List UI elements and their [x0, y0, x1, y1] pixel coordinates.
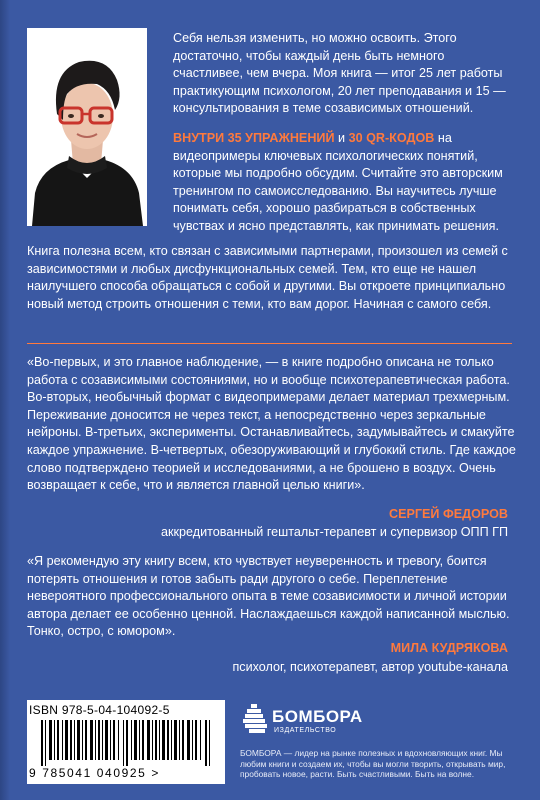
- qr-codes-highlight: 30 QR-КОДОВ: [348, 130, 435, 145]
- barcode-digits: 9 785041 040925 >: [29, 766, 160, 780]
- intro-paragraph-2: [173, 130, 517, 236]
- barcode-icon: [41, 720, 213, 766]
- review-quote-2: «Я рекомендую эту книгу всем, кто чувствует неуверенность и тревогу, боится потерять отношения и готов забыть ради другого о себе. Переплетение невероятного профессионального опыта в теме созависимости и личной истории автора делает ее особенно ценной. Наслаждаешься каждой написанной мыслью. Тонко, остро, с юмором».: [27, 554, 510, 639]
- bombora-logo-icon: [243, 704, 269, 736]
- intro-text: [173, 30, 517, 248]
- isbn-label: ISBN 978-5-04-104092-5: [29, 703, 170, 717]
- review-quote-1: «Во-первых, и это главное наблюдение, — в книге подробно описана не только работа с созависимыми состояниями, но и вообще психотерапевтическая работа. Во-вторых, необычный формат с видеопримерами делает материал трехмерным. Переживание доносится не через текст, а непосредственно через зеркальные нейроны. В-третьих, эксперименты. Останавливайтесь, задумывайтесь и смакуйте каждое упражнение. В-четвертых, обезоруживающий и глубокий стиль. Где каждое слово подтверждено теорией и исследованиями, а не брошено в воздух. Очень возвращает к себе, что и является главной целью книги».: [27, 355, 516, 493]
- publisher-subtitle: ИЗДАТЕЛЬСТВО: [274, 727, 337, 734]
- review-author-1: СЕРГЕЙ ФЕДОРОВ: [388, 507, 508, 521]
- intro-paragraph-1: Себя нельзя изменить, но можно освоить. Этого достаточно, чтобы каждый день быть немного счастливее, чем вчера. Моя книга — итог 25 лет работы практикующим психологом, 20 лет преподавания и 15 — консультирования в теме созависимых отношений.: [173, 31, 506, 116]
- section-divider: [27, 343, 512, 344]
- author-photo: [27, 28, 147, 226]
- main-paragraph: Книга полезна всем, кто связан с зависимыми партнерами, произошел из семей с зависимостями и любых дисфункциональных семей. Тем, кто еще не нашел наилучшего способа обращаться с собой и другими. Вы откроете принципиально новый метод строить отношения с теми, кто вам дорог. Начиная с самого себя.: [27, 244, 508, 311]
- review-author-2: МИЛА КУДРЯКОВА: [390, 641, 508, 655]
- isbn-barcode-block: [27, 700, 225, 784]
- publisher-name: БОМБОРА: [272, 707, 363, 726]
- publisher-tagline: БОМБОРА — лидер на рынке полезных и вдохновляющих книг. Мы любим книги и создаем их, чтобы вы могли творить, открывать мир, пробовать новое, расти. Быть счастливыми. Быть на волне.: [240, 748, 506, 780]
- review-role-1: аккредитованный гештальт-терапевт и супервизор ОПП ГП: [161, 525, 508, 539]
- exercises-highlight: ВНУТРИ 35 УПРАЖНЕНИЙ: [173, 130, 335, 145]
- spine-shadow: [0, 0, 10, 800]
- review-role-2: психолог, психотерапевт, автор youtube-канала: [232, 660, 508, 674]
- intro-paragraph-2-rest: на видеопримеры ключевых психологических понятий, которые мы подробно обсудим. Считайте это авторским тренингом по самоисследованию. Вы научитесь лучше понимать себя, хорошо разбираться в собственных чувствах и ясно представлять, как принимать решения.: [173, 130, 503, 233]
- intro-and: и: [334, 130, 349, 145]
